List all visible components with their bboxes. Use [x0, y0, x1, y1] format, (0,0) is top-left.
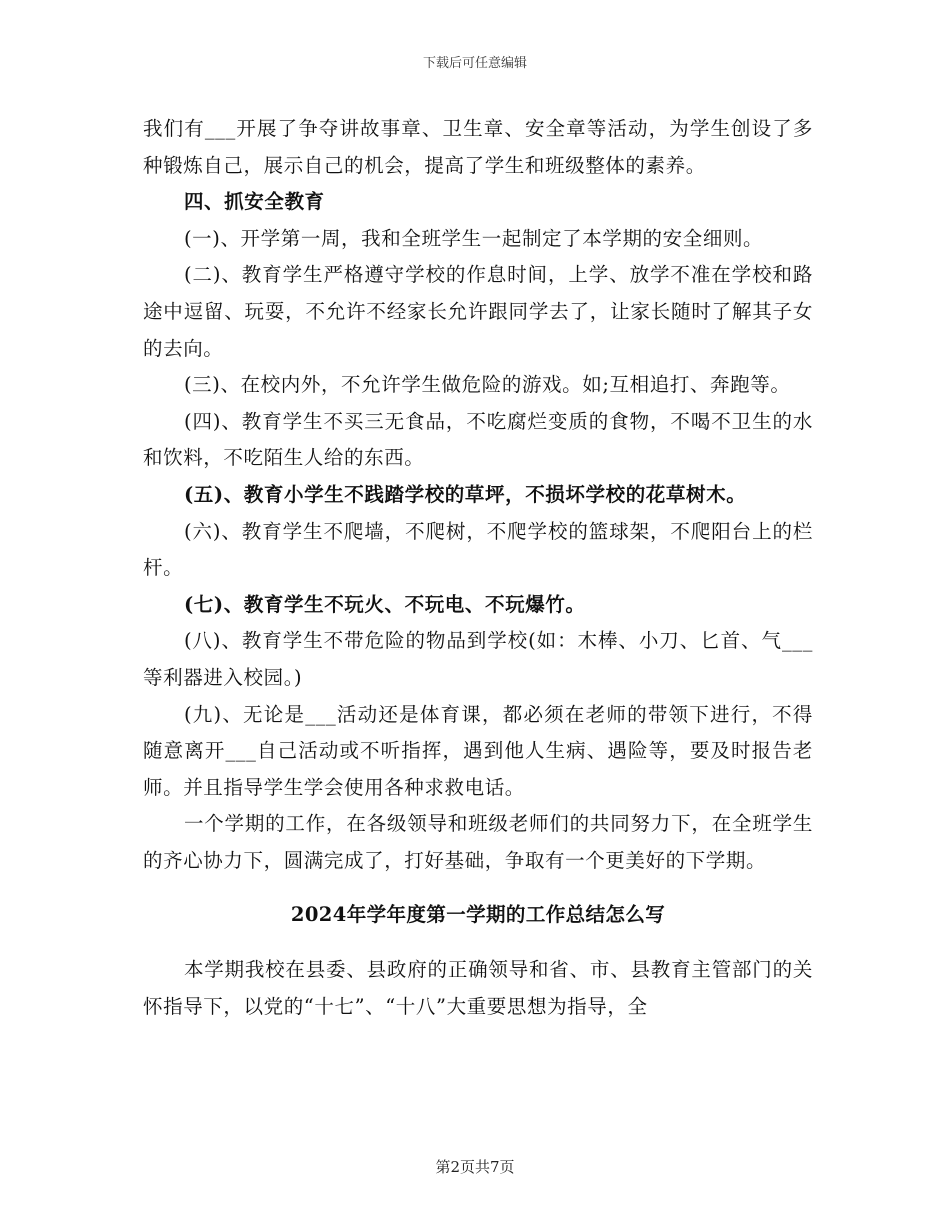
paragraph-activities: 我们有___开展了争夺讲故事章、卫生章、安全章等活动，为学生创设了多种锻炼自己，展示自己的机会，提高了学生和班级整体的素养。	[143, 117, 813, 177]
paragraph-item-8: (八)、教育学生不带危险的物品到学校(如：木棒、小刀、匕首、气___等利器进入校园。)	[143, 629, 813, 689]
paragraph-intro: 本学期我校在县委、县政府的正确领导和省、市、县教育主管部门的关怀指导下，以党的“十七”、“十八”大重要思想为指导，全	[143, 958, 813, 1018]
paragraph-item-1: (一)、开学第一周，我和全班学生一起制定了本学期的安全细则。	[183, 226, 764, 250]
document-body	[143, 111, 813, 1025]
paragraph-item-3: (三)、在校内外，不允许学生做危险的游戏。如;互相追打、奔跑等。	[183, 373, 791, 397]
paragraph-conclusion: 一个学期的工作，在各级领导和班级老师们的共同努力下，在全班学生的齐心协力下，圆满完成了，打好基础，争取有一个更美好的下学期。	[143, 812, 813, 872]
section-title: 2024年学年度第一学期的工作总结怎么写	[290, 903, 666, 927]
section-heading-safety: 四、抓安全教育	[183, 190, 325, 214]
paragraph-item-5: (五)、教育小学生不践踏学校的草坪，不损坏学校的花草树木。	[183, 482, 747, 506]
page-number: 第2页共7页	[435, 1158, 515, 1176]
paragraph-item-7: (七)、教育学生不玩火、不玩电、不玩爆竹。	[183, 592, 586, 616]
header-note: 下载后可任意编辑	[422, 56, 527, 71]
paragraph-item-9: (九)、无论是___活动还是体育课，都必须在老师的带领下进行，不得随意离开___自己活动或不听指挥，遇到他人生病、遇险等，要及时报告老师。并且指导学生学会使用各种求救电话。	[143, 702, 813, 799]
paragraph-item-4: (四)、教育学生不买三无食品，不吃腐烂变质的食物，不喝不卫生的水和饮料，不吃陌生人给的东西。	[143, 409, 813, 470]
paragraph-item-6: (六)、教育学生不爬墙，不爬树，不爬学校的篮球架，不爬阳台上的栏杆。	[143, 519, 813, 580]
paragraph-item-2: (二)、教育学生严格遵守学校的作息时间，上学、放学不准在学校和路途中逗留、玩耍，不允许不经家长允许跟同学去了，让家长随时了解其子女的去向。	[143, 263, 813, 360]
